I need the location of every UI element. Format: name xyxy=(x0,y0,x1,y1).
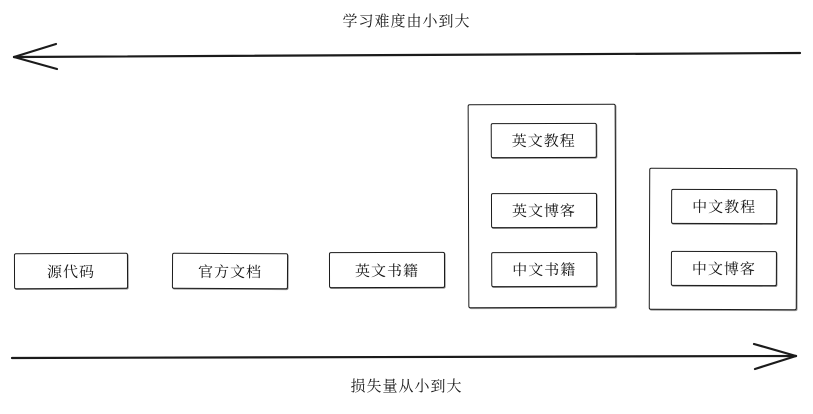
top-arrow-left xyxy=(0,36,813,76)
bottom-arrow-right xyxy=(0,336,813,376)
item-label: 英文教程 xyxy=(511,131,576,151)
item-box-english-books[interactable] xyxy=(329,252,445,288)
item-box-english-blog[interactable] xyxy=(491,193,597,228)
item-label: 英文书籍 xyxy=(354,261,420,280)
bottom-axis-label: 损失量从小到大 xyxy=(350,377,463,395)
item-label: 中文博客 xyxy=(691,259,756,279)
item-box-official-docs[interactable] xyxy=(172,253,288,290)
top-axis-label: 学习难度由小到大 xyxy=(342,12,471,30)
group-english-resources[interactable] xyxy=(468,104,617,309)
item-box-chinese-blog[interactable] xyxy=(671,251,777,286)
item-box-chinese-books[interactable] xyxy=(491,252,597,287)
item-label: 中文教程 xyxy=(692,197,757,217)
item-label: 英文博客 xyxy=(511,201,577,221)
item-box-source-code[interactable] xyxy=(14,253,128,289)
item-label: 中文书籍 xyxy=(512,260,577,280)
item-box-chinese-tutorial[interactable] xyxy=(671,189,777,224)
item-box-english-tutorial[interactable] xyxy=(491,123,597,158)
item-label: 官方文档 xyxy=(197,262,263,281)
group-chinese-resources[interactable] xyxy=(649,168,797,311)
item-label: 源代码 xyxy=(46,262,96,281)
